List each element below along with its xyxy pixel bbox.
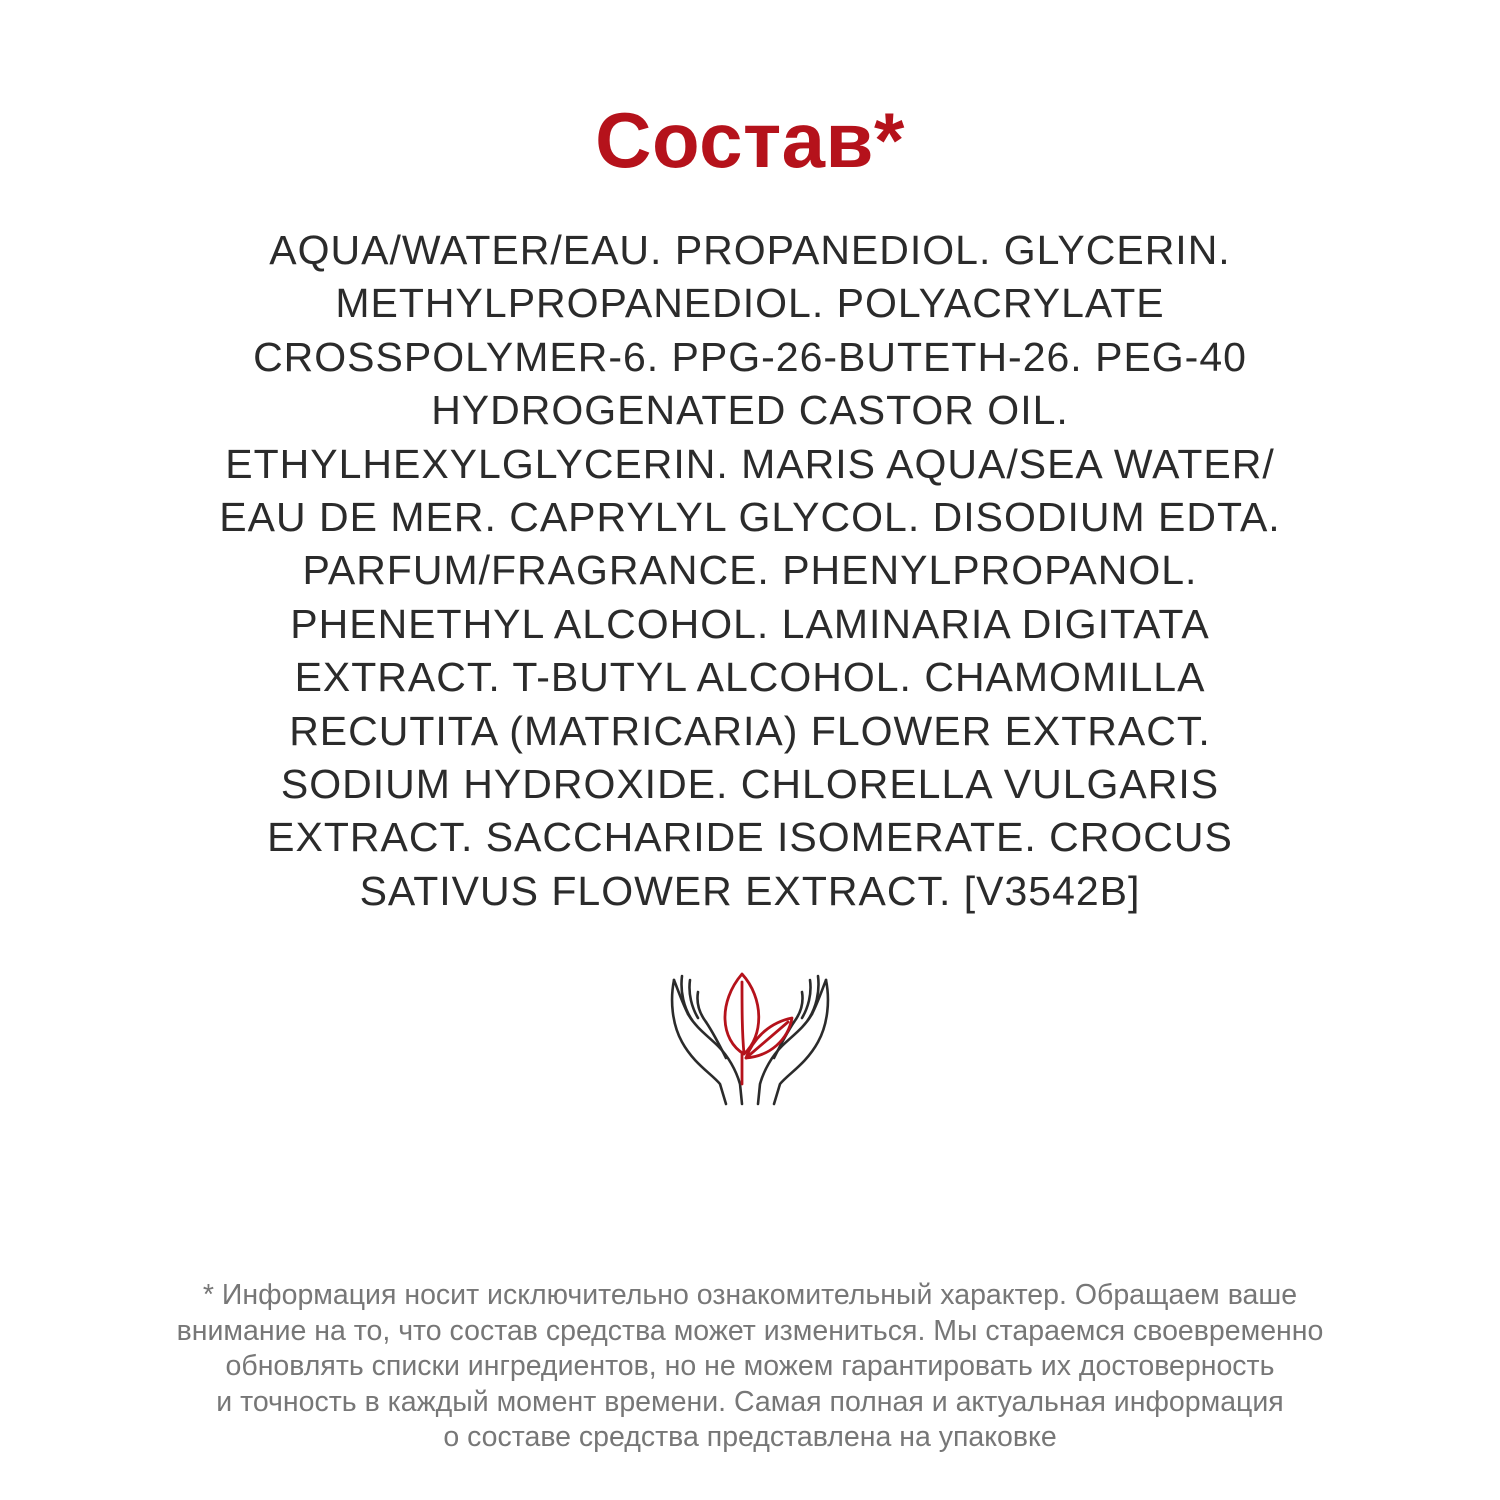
ingredients-line: SODIUM HYDROXIDE. CHLORELLA VULGARIS: [280, 761, 1220, 808]
hands-with-leaves-icon: [660, 962, 840, 1108]
ingredients-line: METHYLPROPANEDIOL. POLYACRYLATE: [335, 280, 1165, 327]
ingredients-line: EXTRACT. SACCHARIDE ISOMERATE. CROCUS: [267, 814, 1233, 861]
ingredients-line: EXTRACT. T-BUTYL ALCOHOL. CHAMOMILLA: [294, 654, 1206, 701]
ingredients-line: PARFUM/FRAGRANCE. PHENYLPROPANOL.: [302, 547, 1198, 594]
footnote-line: внимание на то, что состав средства может измениться. Мы стараемся своевременно: [176, 1314, 1324, 1347]
footnote-line: обновлять списки ингредиентов, но не можем гарантировать их достоверность: [225, 1350, 1275, 1383]
ingredients-list: [100, 224, 1400, 918]
page-title: Состав*: [595, 96, 905, 184]
ingredients-line: HYDROGENATED CASTOR OIL.: [431, 387, 1069, 434]
ingredients-line: AQUA/WATER/EAU. PROPANEDIOL. GLYCERIN.: [269, 227, 1231, 273]
ingredients-line: PHENETHYL ALCOHOL. LAMINARIA DIGITATA: [290, 600, 1210, 647]
ingredients-line: ETHYLHEXYLGLYCERIN. MARIS AQUA/SEA WATER/: [225, 440, 1275, 487]
footnote-line: * Информация носит исключительно ознакомительный характер. Обращаем ваше: [202, 1279, 1298, 1311]
ingredients-line: EAU DE MER. CAPRYLYL GLYCOL. DISODIUM EDTA.: [219, 494, 1281, 541]
footnote-line: о составе средства представлена на упаковке: [443, 1421, 1057, 1454]
ingredients-line: RECUTITA (MATRICARIA) FLOWER EXTRACT.: [289, 707, 1211, 754]
ingredients-line: CROSSPOLYMER-6. PPG-26-BUTETH-26. PEG-40: [253, 333, 1247, 380]
footnote-line: и точность в каждый момент времени. Самая полная и актуальная информация: [216, 1385, 1284, 1418]
ingredients-line: SATIVUS FLOWER EXTRACT. [V3542B]: [359, 867, 1141, 914]
disclaimer-footnote: [40, 1278, 1460, 1456]
